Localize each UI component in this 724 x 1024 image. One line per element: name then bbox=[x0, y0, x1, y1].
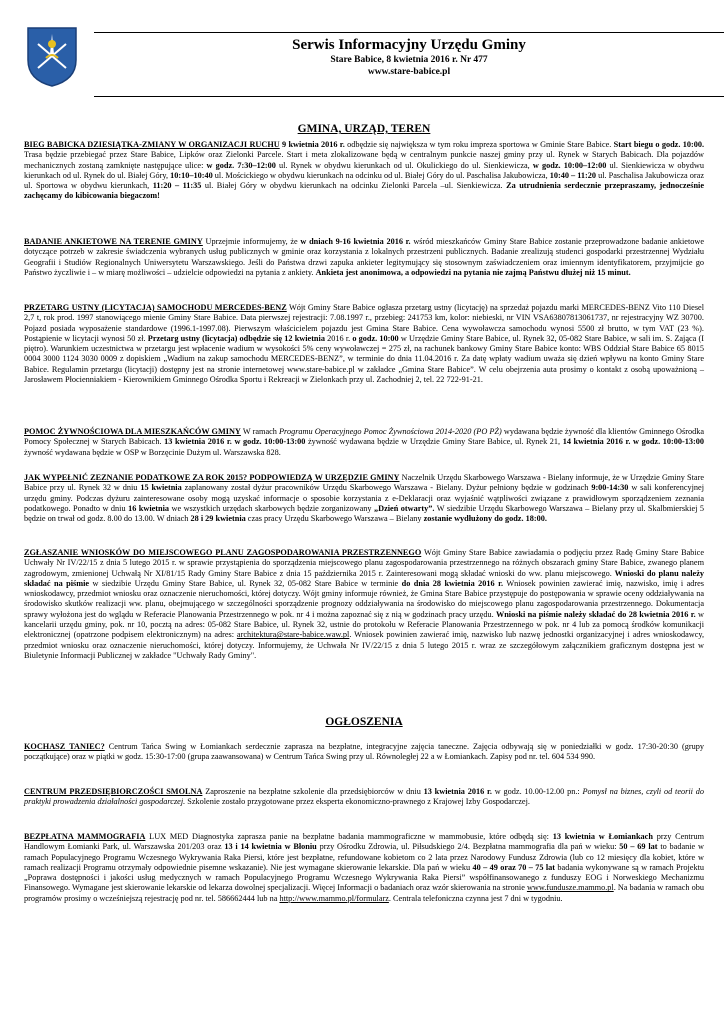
article-title: BEZPŁATNA MAMMOGRAFIA bbox=[24, 832, 146, 841]
article-text: Zaproszenie na bezpłatne szkolenie dla przedsiębiorców w dniu bbox=[202, 787, 424, 796]
article-text: ul. Rynek w obydwu kierunkach od ul. Okulickiego do ul. Sienkiewicza, bbox=[275, 160, 533, 170]
article-bold: do dnia 28 kwietnia 2016 r. bbox=[401, 578, 504, 588]
article-title: POMOC ŻYWNOŚCIOWA DLA MIESZKAŃCÓW GMINY bbox=[24, 427, 241, 436]
article-bold: Wnioski do planu należy składać na piśmie bbox=[24, 568, 704, 588]
article-text: Uprzejmie informujemy, że bbox=[202, 237, 301, 246]
coat-of-arms-icon bbox=[24, 24, 80, 88]
article-text: żywność wydawana będzie w Urzędzie Gminy Stare Babice, ul. Rynek 21, bbox=[305, 437, 563, 447]
article-text: ul. Mościckiego w obydwu kierunkach na odcinku od ul. Białej Góry do ul. Paschalisa Jakubowicza, bbox=[212, 170, 550, 180]
formularz-link[interactable]: http://www.mammo.pl/formularz bbox=[279, 893, 389, 903]
article-italic: Programu Operacyjnego Pomoc Żywnościowa 2014-2020 (PO PŻ) bbox=[279, 427, 502, 436]
article-bold: 13 kwietnia 2016 r. bbox=[423, 787, 492, 796]
article-title: ZGŁASZANIE WNIOSKÓW DO MIEJSCOWEGO PLANU ZAGOSPODAROWANIA PRZESTRZENNEGO bbox=[24, 548, 422, 557]
article-bold: Przetarg ustny (licytacja) odbędzie się 12 kwietnia bbox=[147, 333, 325, 343]
article-badanie bbox=[24, 237, 704, 278]
article-bold: Za utrudnienia serdecznie przepraszamy, jednocześnie zachęcamy do kibicowania biegaczom! bbox=[24, 181, 704, 201]
article-text: Szkolenie zostało przygotowane przez eksperta ekonomiczno-prawnego z Krajowej Izby Gospodarczej. bbox=[185, 797, 530, 807]
article-text: . Centrala telefoniczna czynna jest 7 dni w tygodniu. bbox=[388, 893, 563, 903]
article-bold: Start biegu o godz. 10:00. bbox=[613, 140, 705, 149]
article-bold: 10:40 – 11:20 bbox=[549, 170, 597, 180]
article-text: badania wykonywane są w ramach Projektu „Poprawa dostępności i jakości usług medycznych w ramach Populacyjnego Programu Wczesnego Wykrywania Raka Piersi” współfinansowanego z funduszy EOG i Norweskiego Mechanizmu Finansowego. Wymagane jest skierowanie lekarskie od lekarza dowolnej specjalizacji. Więcej Informacji o badaniach oraz wzór skierowania na stronie bbox=[24, 862, 704, 893]
article-text: Centrum Tańca Swing w Łomiankach serdecznie zaprasza na bezpłatne, integracyjne zajęcia taneczne. Zajęcia odbywają się w poniedziałki w godz. 17:30-20:30 (grupy początkujące) oraz w piątki w godz. 15:30-17:00 (grupa zaawansowana) w Centrum Tańca Swing przy ul. Równoległej 22 a w Łomiankach. Zapisy pod nr. tel. 604 534 990. bbox=[24, 742, 704, 762]
article-bold: 15 kwietnia bbox=[140, 483, 182, 493]
article-italic: Pomysł na biznes, czyli od teorii do praktyki prowadzenia działalności gospodarczej. bbox=[24, 787, 704, 807]
article-text: przy Ośrodku Zdrowia, ul. Piłsudskiego 2/4. Bezpłatna mammografia dla pań w wieku: bbox=[316, 842, 620, 852]
article-text: żywność wydawana będzie w OSP w Borzęcinie Dużym ul. Warszawska 828. bbox=[24, 447, 281, 457]
article-text: Wójt Gminy Stare Babice zawiadamia o podjęciu przez Radę Gminy Stare Babice Uchwały Nr IV/22/15 z dnia 5 lutego 2015 r. w sprawie przystąpienia do sporządzenia miejscowego planu zagospodarowania przestrzennego na różnych obszarach gminy Stare Babice, zwanego planem zagrodowym, zmienionej Uchwałą Nr XI/81/15 Rady Gminy Stare Babice z dnia 15 października 2015 r. Zainteresowani mogą składać wnioski do ww. planu miejscowego. bbox=[24, 548, 704, 578]
article-bold: Ankieta jest anonimowa, a odpowiedzi na pytania nie zajmą Państwu dłużej niż 15 minut. bbox=[315, 267, 631, 277]
email-link[interactable]: architektura@stare-babice.waw.pl bbox=[236, 630, 350, 640]
article-bold: 13 kwietnia 2016 r. w godz. 10:00-13:00 bbox=[164, 437, 306, 447]
article-text: w kancelarii urzędu gminy, pok. nr 10, pocztą na adres: 05-082 Stare Babice, ul. Rynek 32, ustnie do protokołu w Referacie Planowania Przestrzennego w pok. nr 4 lub za pomocą środków komunikacji elektronicznej (opatrzone podpisem elektronicznym) na adres: bbox=[24, 609, 704, 640]
newsletter-page bbox=[24, 24, 705, 903]
article-bold: w dniach 9-16 kwietnia 2016 r. bbox=[300, 237, 411, 246]
article-bold: o godz. 10:00 bbox=[352, 333, 399, 343]
article-text: w siedzibie Urzędu Gminy Stare Babice, ul. Rynek 32, 05-082 Stare Babice w terminie bbox=[89, 578, 402, 588]
article-text: Naczelnik Urzędu Skarbowego Warszawa - Bielany informuje, że w Urzędzie Gminy Stare Babice przy ul. Rynek 32 w dniu bbox=[24, 473, 705, 493]
article-bieg bbox=[24, 140, 704, 202]
article-text: w sali konferencyjnej urzędu gminy. Podczas dyżuru zainteresowane osoby mogą uzyskać informacje o sposobie korzystania z e-Deklaracji oraz wyjaśnić wątpliwości związane z prawidłowym sporządzeniem zeznania podatkowego. Ponadto w dniu bbox=[24, 483, 704, 513]
article-bold: „Dzień otwarty”. bbox=[374, 503, 435, 513]
article-title: CENTRUM PRZEDSIĘBIORCZOŚCI SMOLNA bbox=[24, 787, 203, 796]
article-text: Trasa będzie przebiegać przez Stare Babice, Lipków oraz Zielonki Parcele. Start i meta zlokalizowane będą w centralnym punkcie naszej gminy przy ul. Rynek w Starych Babicach. Dla pojazdów mechanicznych zostaną zamknięte następujące ulice: bbox=[24, 150, 704, 170]
article-pomoc bbox=[24, 427, 704, 458]
article-text: W ramach bbox=[240, 427, 280, 436]
article-taniec bbox=[24, 742, 704, 763]
article-bold: 9:00-14:30 bbox=[591, 483, 629, 493]
article-bold: 40 – 49 oraz 70 – 75 lat bbox=[472, 862, 556, 872]
article-text: czas pracy Urzędu Skarbowego Warszawa – Bielany bbox=[245, 514, 424, 524]
article-bold: 14 kwietnia 2016 r. w godz. 10:00-13:00 bbox=[562, 437, 704, 447]
article-title: JAK WYPEŁNIĆ ZEZNANIE PODATKOWE ZA ROK 2015? PODPOWIEDZĄ W URZĘDZIE GMINY bbox=[24, 473, 400, 482]
article-bold: 9 kwietnia 2016 r. bbox=[282, 140, 345, 149]
issue-info: Stare Babice, 8 kwietnia 2016 r. Nr 477 bbox=[330, 55, 488, 65]
article-bold: 16 kwietnia bbox=[128, 503, 170, 513]
article-przetarg bbox=[24, 303, 704, 385]
article-text: wydawana będzie żywność dla klientów Gminnego Ośrodka Pomocy Społecznej w Starych Babicach. bbox=[24, 427, 704, 447]
article-text: w Urzędzie Gminy Stare Babice, ul. Rynek 32, 05-082 Stare Babice, w sali im. S. Zająca (I piętro). Warunkiem uczestnictwa w przetargu jest wpłacenie wadium w wysokości 5% ceny wywoławczej = 275 zł, na rachunek bankowy Gminy Stare Babice konto: WBS Oddział Stare Babice 65 8015 0004 3000 1124 3030 0009 z dopiskiem „Wadium na zakup samochodu MERCEDES-BENZ”, w terminie do dnia 11.04.2016 r. Za datę wpłaty wadium uważa się dzień wpływu na konto Gminy Stare Babice. Regulamin przetargu (licytacji) dostępny jest na stronie internetowej www.stare-babice.pl w zakładce „Gmina Stare Babice”. W celu obejrzenia auta prosimy o kontakt z osobą upoważnioną – Jarosławem Płocienniakiem - Kierownikiem Gminnego Ośrodka Sportu i Rekreacji w Zielonkach przy ul. Zachodniej 2, tel. 22 722-91-21. bbox=[24, 333, 705, 385]
article-text: LUX MED Diagnostyka zaprasza panie na bezpłatne badania mammograficzne w mammobusie, które odbędą się: bbox=[145, 832, 553, 841]
article-text: ul. Sienkiewicza w obydwu kierunkach od ul. Rynek do ul. Białej Góry, bbox=[24, 160, 704, 180]
newsletter-title: Serwis Informacyjny Urzędu Gminy bbox=[292, 37, 526, 53]
article-text: W siedzibie Urzędu Skarbowego Warszawa – Bielany przy ul. Skalbmierskiej 5 będzie on trwał od godz. 8.00 do 13.00. W dniach bbox=[24, 503, 705, 524]
article-text: ul. Białej Góry w obydwu kierunkach na odcinku Zielonki Parcela –ul. Sienkiewicza. bbox=[201, 181, 507, 191]
article-text: wśród mieszkańców Gminy Stare Babice zostanie przeprowadzone badanie ankietowe dotyczące potrzeb w zakresie świadczenia wybranych usług publicznych w gminie oraz korzystania z lokalnych przestrzeni publicznych. Badanie zrealizują studenci gospodarki przestrzennej Wydziału Geografii i Studiów Regionalnych Uniwersytetu Warszawskiego. Jeśli do Państwa drzwi zapuka ankieter legitymujący się stosownym zaświadczeniem oraz imiennym identyfikatorem, przyjmijcie go Państwo życzliwie i – w miarę możliwości – udzielcie odpowiedzi na pytania z ankiety. bbox=[24, 237, 704, 277]
article-title: BADANIE ANKIETOWE NA TERENIE GMINY bbox=[24, 237, 203, 246]
article-text: zaplanowany został dyżur pracowników Urzędu Skarbowego Warszawa - Bielany. Dyżur pełniony będzie w godzinach bbox=[181, 483, 592, 493]
article-text: we wszystkich urzędach skarbowych będzie zorganizowany bbox=[169, 503, 375, 513]
article-bold: 13 i 14 kwietnia w Błoniu bbox=[224, 842, 317, 852]
article-bold: zostanie wydłużony do godz. 18:00. bbox=[423, 514, 547, 524]
article-bold: 13 kwietnia w Łomiankach bbox=[552, 832, 653, 841]
article-bold: 28 i 29 kwietnia bbox=[190, 514, 246, 524]
article-bold: 11:20 – 11:35 bbox=[152, 181, 202, 191]
article-bold: Wnioski na piśmie należy składać do 28 kwietnia 2016 r. bbox=[495, 609, 696, 619]
article-plan bbox=[24, 548, 704, 661]
article-title: KOCHASZ TANIEC? bbox=[24, 742, 105, 751]
article-text: 2016 r. bbox=[324, 333, 353, 343]
article-text: to badanie w ramach Populacyjnego Programu Wczesnego Wykrywania Raka Piersi, które jest bezpłatne, refundowane kobietom co 2 lata przez Narodowy Fundusz Zdrowia (lub co 12 miesięcy dla kobiet, które w ramach realizacji Programu otrzymały odpowiednie pisemne wskazanie). Nie jest wymagane skierowanie lekarskie. Dla pań w wieku bbox=[24, 842, 704, 872]
article-bold: 50 – 69 lat bbox=[619, 842, 658, 852]
section-title-gmina: GMINA, URZĄD, TEREN bbox=[297, 123, 431, 135]
article-bold: w godz. 10:00–12:00 bbox=[532, 160, 607, 170]
article-title: PRZETARG USTNY (LICYTACJA) SAMOCHODU MERCEDES-BENZ bbox=[24, 303, 287, 312]
article-text: przy Centrum Handlowym Łomianki Park, ul. Warszawska 201/203 oraz bbox=[24, 832, 705, 852]
article-text: ul. Paschalisa Jakubowicza oraz ul. Sportowa w obydwu kierunkach, bbox=[24, 170, 704, 191]
section-title-ogloszenia: OGŁOSZENIA bbox=[325, 716, 403, 728]
article-title: BIEG BABICKA DZIESIĄTKA-ZMIANY W ORGANIZACJI RUCHU bbox=[24, 140, 280, 149]
website-address: www.stare-babice.pl bbox=[367, 67, 451, 77]
article-text: Wniosek powinien zawierać imię, nazwisko, imię i adres wnioskodawcy, przedmiot wniosku oraz oznaczenie nieruchomości, której dotyczy. Wójt gminy informuje również, że Gmina Stare Babice przystępuje do postępowania w sprawie oceny oddziaływania na środowisko skutków realizacji ww. planu, obejmującego w szczególności sporządzenie prognozy oddziaływania na środowisko do miejscowego planu zagospodarowania przestrzennego. Dokumentacja sprawy wyłożona jest do wglądu w Referacie Planowania Przestrzennego w pok. nr 4 i można zapoznać się z nią w godzinach pracy urzędu. bbox=[24, 578, 704, 619]
article-bold: 10:10–10:40 bbox=[170, 170, 213, 180]
article-podatki bbox=[24, 473, 704, 524]
header-divider bbox=[94, 96, 724, 97]
article-bold: w godz. 7:30–12:00 bbox=[206, 160, 276, 170]
fundusze-link[interactable]: www.fundusze.mammo.pl bbox=[526, 883, 614, 893]
article-mammografia bbox=[24, 832, 704, 904]
header bbox=[24, 24, 704, 92]
article-text: odbędzie się największa w tym roku impreza sportowa w Gminie Stare Babice. bbox=[344, 140, 614, 149]
article-text: . Na badania w ramach obu programów prosimy o wcześniejszą rejestrację pod nr. tel. 586662444 lub na bbox=[24, 883, 704, 903]
article-text: w godz. 10.00-12.00 pn.: bbox=[492, 787, 583, 796]
article-text: . Wniosek powinien zawierać imię, nazwisko lub nazwę jednostki organizacyjnej i adres wnioskodawcy, przedmiot wniosku oraz oznaczenie nieruchomości, której dotyczy. Informujemy, że Uchwała Nr IV/22/15 z dnia 5 lutego 2015 r. wraz ze szczegółowym załącznikiem graficznym dostępna jest w Biuletynie Informacji Publicznej w zakładce "Uchwały Rady Gminy". bbox=[24, 630, 705, 660]
article-text: Wójt Gminy Stare Babice ogłasza przetarg ustny (licytację) na sprzedaż pojazdu marki MERCEDES-BENZ Vito 110 Diesel 2,7 t, rok prod. 1997 stanowiącego mienie Gminy Stare Babice. Data pierwszej rejestracji: 7.08.1997 r., przebieg: 241753 km, kolor: niebieski, nr VIN VSA63807813061737, nr rejestracyjny WZ 30700. Pojazd posiada wyposażenie standardowe (1996.1-1997.08). Pierwszym właścicielem pojazdu jest Gmina Stare Babice. Cena wywoławcza samochodu wynosi 5500 zł brutto, w tym VAT (23 %). Postąpienie w licytacji wynosi 50 zł. bbox=[24, 303, 704, 343]
article-smolna bbox=[24, 787, 704, 808]
